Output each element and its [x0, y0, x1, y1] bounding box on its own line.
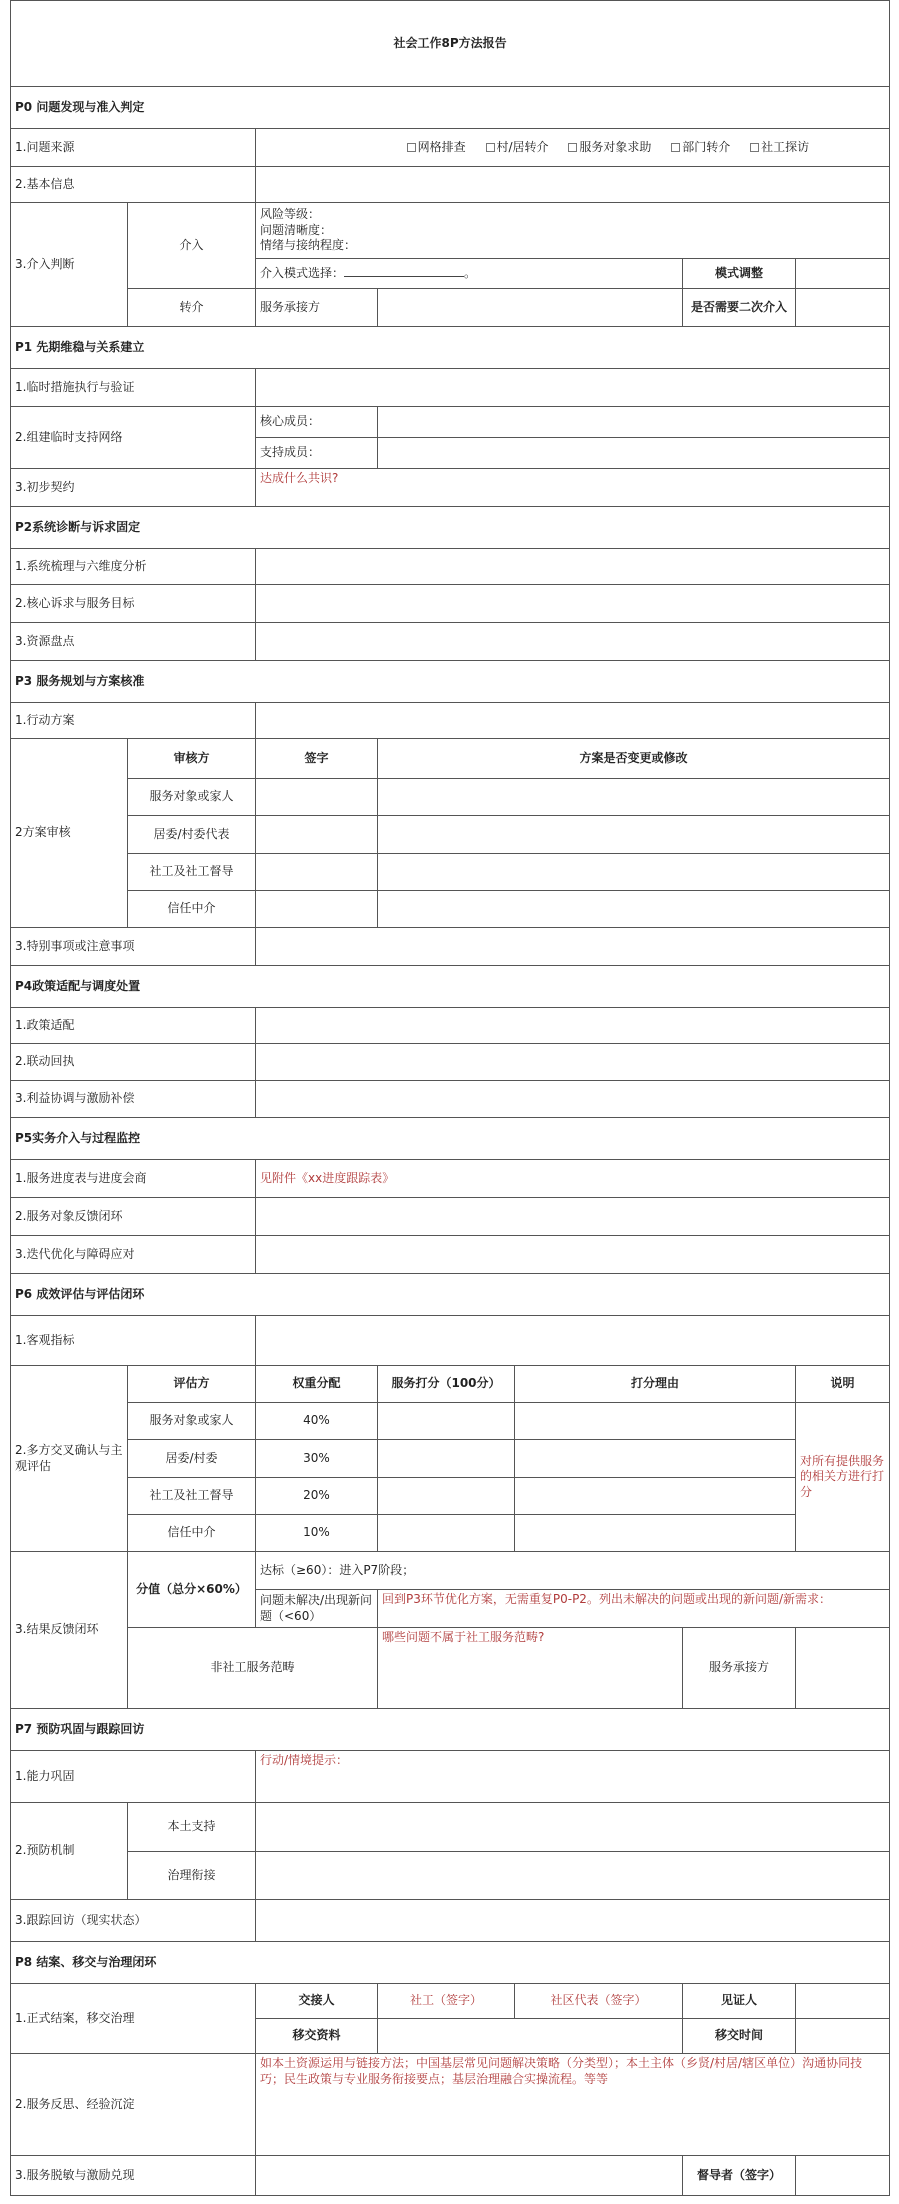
followup-field[interactable]: [256, 1900, 890, 1942]
support-members-label: 支持成员：: [256, 438, 378, 469]
iteration-field[interactable]: [256, 1236, 890, 1274]
page-title: 社会工作8P方法报告: [11, 1, 890, 87]
evaluator-social-worker: 社工及社工督导: [128, 1478, 256, 1515]
section-p8-heading: P8 结案、移交与治理闭环: [11, 1942, 890, 1984]
provider-label: 服务承接方: [256, 289, 378, 327]
handover-time-field[interactable]: [796, 2019, 890, 2054]
signature-field[interactable]: [256, 891, 378, 928]
action-plan-field[interactable]: [256, 703, 890, 739]
evaluator-header: 评估方: [128, 1366, 256, 1403]
reviewer-header: 审核方: [128, 739, 256, 779]
section-p1-heading: P1 先期维稳与关系建立: [11, 327, 890, 369]
section-p0-heading: P0 问题发现与准入判定: [11, 87, 890, 129]
service-provider-label: 服务承接方: [683, 1628, 796, 1709]
plan-change-field[interactable]: [378, 779, 890, 816]
action-hint[interactable]: 行动/情境提示：: [256, 1751, 890, 1803]
system-analysis-field[interactable]: [256, 549, 890, 585]
second-referral-label: 是否需要二次介入: [683, 289, 796, 327]
plan-change-field[interactable]: [378, 816, 890, 854]
score-field[interactable]: [378, 1478, 515, 1515]
reason-field[interactable]: [515, 1478, 796, 1515]
basic-info-field[interactable]: [256, 167, 890, 203]
section-p5-heading: P5实务介入与过程监控: [11, 1118, 890, 1160]
report-form: [10, 0, 890, 2196]
service-schedule-label: 1.服务进度表与进度会商: [11, 1160, 256, 1198]
reviewer-trust-intermediary: 信任中介: [128, 891, 256, 928]
governance-field[interactable]: [256, 1852, 890, 1900]
service-exit-label: 3.服务脱敏与激励兑现: [11, 2156, 256, 2196]
option-social-worker-visit[interactable]: 社工探访: [750, 140, 809, 156]
reviewer-client: 服务对象或家人: [128, 779, 256, 816]
checkbox-icon: [750, 143, 759, 152]
interest-coordination-field[interactable]: [256, 1081, 890, 1118]
weight-header: 权重分配: [256, 1366, 378, 1403]
special-notes-label: 3.特别事项或注意事项: [11, 928, 256, 966]
mode-select-field[interactable]: 介入模式选择： 。: [256, 259, 683, 289]
fail-criteria: 问题未解决/出现新问题（<60）: [256, 1590, 378, 1628]
reviewer-social-worker: 社工及社工督导: [128, 854, 256, 891]
basic-info-label: 2.基本信息: [11, 167, 256, 203]
reason-header: 打分理由: [515, 1366, 796, 1403]
special-notes-field[interactable]: [256, 928, 890, 966]
plan-change-header: 方案是否变更或修改: [378, 739, 890, 779]
clarity-label: 问题清晰度：: [260, 222, 333, 237]
support-network-label: 2.组建临时支持网络: [11, 407, 256, 469]
support-members-field[interactable]: [378, 438, 890, 469]
score-formula-label: 分值（总分×60%）: [128, 1552, 256, 1628]
provider-field[interactable]: [378, 289, 683, 327]
section-p2-heading: P2系统诊断与诉求固定: [11, 507, 890, 549]
temp-measures-field[interactable]: [256, 369, 890, 407]
reason-field[interactable]: [515, 1515, 796, 1552]
section-p6-heading: P6 成效评估与评估闭环: [11, 1274, 890, 1316]
checkbox-icon: [671, 143, 680, 152]
policy-fit-field[interactable]: [256, 1008, 890, 1044]
service-exit-field[interactable]: [256, 2156, 683, 2196]
problem-source-label: 1.问题来源: [11, 129, 256, 167]
supervisor-signature-label: 督导者（签字）: [683, 2156, 796, 2196]
score-header: 服务打分（100分）: [378, 1366, 515, 1403]
handover-time-label: 移交时间: [683, 2019, 796, 2054]
signature-header: 签字: [256, 739, 378, 779]
community-rep-signature[interactable]: 社区代表（签字）: [515, 1984, 683, 2019]
temp-measures-label: 1.临时措施执行与验证: [11, 369, 256, 407]
checkbox-icon: [486, 143, 495, 152]
supervisor-signature-field[interactable]: [796, 2156, 890, 2196]
initial-contract-label: 3.初步契约: [11, 469, 256, 507]
objective-indicators-field[interactable]: [256, 1316, 890, 1366]
plan-change-field[interactable]: [378, 891, 890, 928]
non-scope-label: 非社工服务范畴: [128, 1628, 378, 1709]
consensus-prompt[interactable]: 达成什么共识?: [256, 469, 890, 507]
evaluator-client: 服务对象或家人: [128, 1403, 256, 1440]
intervene-label: 介入: [128, 203, 256, 289]
section-p7-heading: P7 预防巩固与跟踪回访: [11, 1709, 890, 1751]
mode-adjust-label: 模式调整: [683, 259, 796, 289]
option-grid-check[interactable]: 网格排查: [407, 140, 466, 156]
materials-label: 移交资料: [256, 2019, 378, 2054]
followup-label: 3.跟踪回访（现实状态）: [11, 1900, 256, 1942]
system-analysis-label: 1.系统梳理与六维度分析: [11, 549, 256, 585]
result-feedback-label: 3.结果反馈闭环: [11, 1552, 128, 1709]
governance-label: 治理衔接: [128, 1852, 256, 1900]
evaluator-trust-intermediary: 信任中介: [128, 1515, 256, 1552]
non-scope-question[interactable]: 哪些问题不属于社工服务范畴?: [378, 1628, 683, 1709]
core-demand-label: 2.核心诉求与服务目标: [11, 585, 256, 623]
prevention-label: 2.预防机制: [11, 1803, 128, 1900]
interest-coordination-label: 3.利益协调与激励补偿: [11, 1081, 256, 1118]
policy-fit-label: 1.政策适配: [11, 1008, 256, 1044]
weight-value: 40%: [256, 1403, 378, 1440]
multi-party-evaluation-label: 2.多方交叉确认与主观评估: [11, 1366, 128, 1552]
intervention-judgement-label: 3.介入判断: [11, 203, 128, 327]
second-referral-field[interactable]: [796, 289, 890, 327]
pass-criteria: 达标（≥60）：进入P7阶段；: [256, 1552, 890, 1590]
risk-level-label: 风险等级：: [260, 207, 321, 222]
option-client-request[interactable]: 服务对象求助: [568, 140, 651, 156]
mode-adjust-field[interactable]: [796, 259, 890, 289]
signature-field[interactable]: [256, 816, 378, 854]
linkage-receipt-label: 2.联动回执: [11, 1044, 256, 1081]
option-department-referral[interactable]: 部门转介: [671, 140, 730, 156]
resource-inventory-field[interactable]: [256, 623, 890, 661]
attachment-reference[interactable]: 见附件《xx进度跟踪表》: [256, 1160, 890, 1198]
local-support-field[interactable]: [256, 1803, 890, 1852]
reflection-guide[interactable]: 如本土资源运用与链接方法；中国基层常见问题解决策略（分类型）；本土主体（乡贤/村居/辖区单位）沟通协同技巧；民生政策与专业服务衔接要点；基层治理融合实操流程。等等: [256, 2054, 890, 2156]
referral-label: 转介: [128, 289, 256, 327]
iteration-label: 3.迭代优化与障碍应对: [11, 1236, 256, 1274]
evaluation-note: 对所有提供服务的相关方进行打分: [796, 1403, 890, 1552]
plan-change-field[interactable]: [378, 854, 890, 891]
intervention-assessment: [256, 203, 890, 259]
weight-value: 30%: [256, 1440, 378, 1478]
score-field[interactable]: [378, 1515, 515, 1552]
reflection-label: 2.服务反思、经验沉淀: [11, 2054, 256, 2156]
witness-field[interactable]: [796, 1984, 890, 2019]
core-demand-field[interactable]: [256, 585, 890, 623]
reviewer-committee: 居委/村委代表: [128, 816, 256, 854]
capacity-label: 1.能力巩固: [11, 1751, 256, 1803]
score-field[interactable]: [378, 1440, 515, 1478]
note-header: 说明: [796, 1366, 890, 1403]
weight-value: 20%: [256, 1478, 378, 1515]
materials-field[interactable]: [378, 2019, 683, 2054]
core-members-label: 核心成员：: [256, 407, 378, 438]
checkbox-icon: [568, 143, 577, 152]
signature-field[interactable]: [256, 779, 378, 816]
client-feedback-field[interactable]: [256, 1198, 890, 1236]
fail-action[interactable]: 回到P3环节优化方案，无需重复P0-P2。列出未解决的问题或出现的新问题/新需求：: [378, 1590, 890, 1628]
linkage-receipt-field[interactable]: [256, 1044, 890, 1081]
score-field[interactable]: [378, 1403, 515, 1440]
reason-field[interactable]: [515, 1403, 796, 1440]
receiver-label: 交接人: [256, 1984, 378, 2019]
option-village-referral[interactable]: 村/居转介: [486, 140, 549, 156]
witness-label: 见证人: [683, 1984, 796, 2019]
evaluator-committee: 居委/村委: [128, 1440, 256, 1478]
weight-value: 10%: [256, 1515, 378, 1552]
emotion-label: 情绪与接纳程度：: [260, 238, 357, 253]
section-p3-heading: P3 服务规划与方案核准: [11, 661, 890, 703]
client-feedback-label: 2.服务对象反馈闭环: [11, 1198, 256, 1236]
signature-field[interactable]: [256, 854, 378, 891]
checkbox-icon: [407, 143, 416, 152]
section-p4-heading: P4政策适配与调度处置: [11, 966, 890, 1008]
action-plan-label: 1.行动方案: [11, 703, 256, 739]
plan-review-label: 2方案审核: [11, 739, 128, 928]
local-support-label: 本土支持: [128, 1803, 256, 1852]
resource-inventory-label: 3.资源盘点: [11, 623, 256, 661]
formal-closure-label: 1.正式结案，移交治理: [11, 1984, 256, 2054]
service-provider-field[interactable]: [796, 1628, 890, 1709]
social-worker-signature[interactable]: 社工（签字）: [378, 1984, 515, 2019]
fill-in-blank: [344, 266, 464, 277]
problem-source-options: [256, 129, 890, 167]
core-members-field[interactable]: [378, 407, 890, 438]
reason-field[interactable]: [515, 1440, 796, 1478]
objective-indicators-label: 1.客观指标: [11, 1316, 256, 1366]
